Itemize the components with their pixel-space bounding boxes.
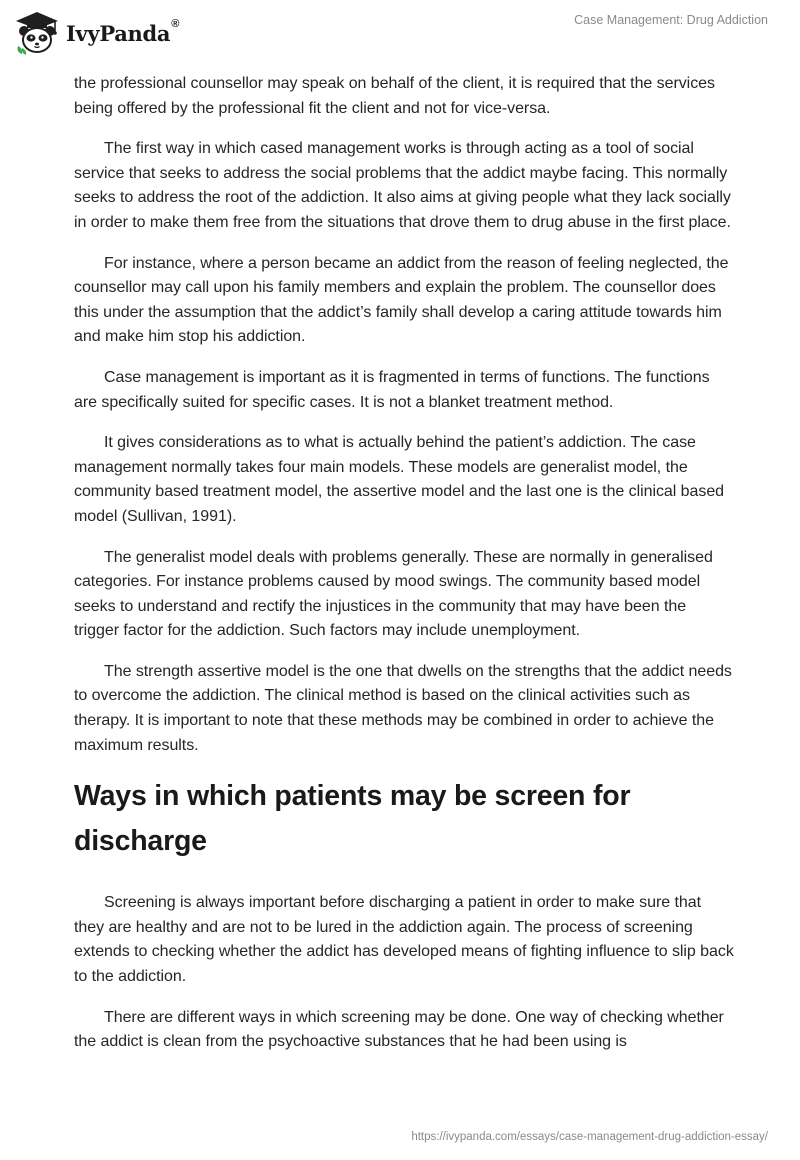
paragraph: Case management is important as it is fragmented in terms of functions. The functions are specifically suited for specific cases. It is not a blanket treatment method.: [74, 368, 710, 411]
logo-wordmark: IvyPanda: [66, 20, 171, 46]
section-heading: Ways in which patients may be screen for discharge: [74, 780, 631, 858]
panda-graduate-icon: [14, 10, 60, 56]
source-url[interactable]: https://ivypanda.com/essays/case-management-drug-addiction-essay/: [411, 1131, 768, 1143]
document-title: Case Management: Drug Addiction: [574, 13, 768, 27]
paragraph: The strength assertive model is the one that dwells on the strengths that the addict needs to overcome the addiction. The clinical method is based on the clinical activities such as therapy. It is important to note that these methods may be combined in order to achieve the maximum results.: [74, 662, 732, 754]
paragraph: It gives considerations as to what is actually behind the patient’s addiction. The case management normally takes four main models. These models are generalist model, the community based treatment model, the assertive model and the last one is the clinical based model (Sullivan, 1991).: [74, 434, 725, 525]
essay-body: [74, 72, 734, 1071]
page-header: [0, 0, 800, 72]
paragraph: Screening is always important before discharging a patient in order to make sure that they are healthy and are not to be lured in the addiction again. The process of screening extends to checking whether the addict has developed means of fighting influence to slip back to the addiction.: [74, 894, 734, 986]
paragraph: the professional counsellor may speak on behalf of the client, it is required that the services being offered by the professional fit the client and not for vice-versa.: [74, 75, 715, 117]
paragraph: The first way in which cased management works is through acting as a tool of social service that seeks to address the social problems that the addict maybe facing. This normally seeks to address the root of the addiction. It also aims at giving people what they lack socially in order to make them free from the situations that drove them to drug abuse in the first place.: [74, 140, 731, 231]
paragraph: There are different ways in which screening may be done. One way of checking whether the addict is clean from the psychoactive substances that he had been using is: [74, 1008, 724, 1051]
ivypanda-logo[interactable]: [14, 10, 179, 56]
registered-mark: ®: [171, 18, 180, 30]
paragraph: For instance, where a person became an addict from the reason of feeling neglected, the counsellor may call upon his family members and explain the problem. The counsellor does this under the assumption that the addict’s family shall develop a caring attitude towards him and make him stop his addiction.: [74, 254, 729, 346]
paragraph: The generalist model deals with problems generally. These are normally in generalised categories. For instance problems caused by mood swings. The community based model seeks to understand and rectify the injustices in the community that may have been the trigger factor for the addiction. Such factors may include unemployment.: [74, 548, 713, 640]
